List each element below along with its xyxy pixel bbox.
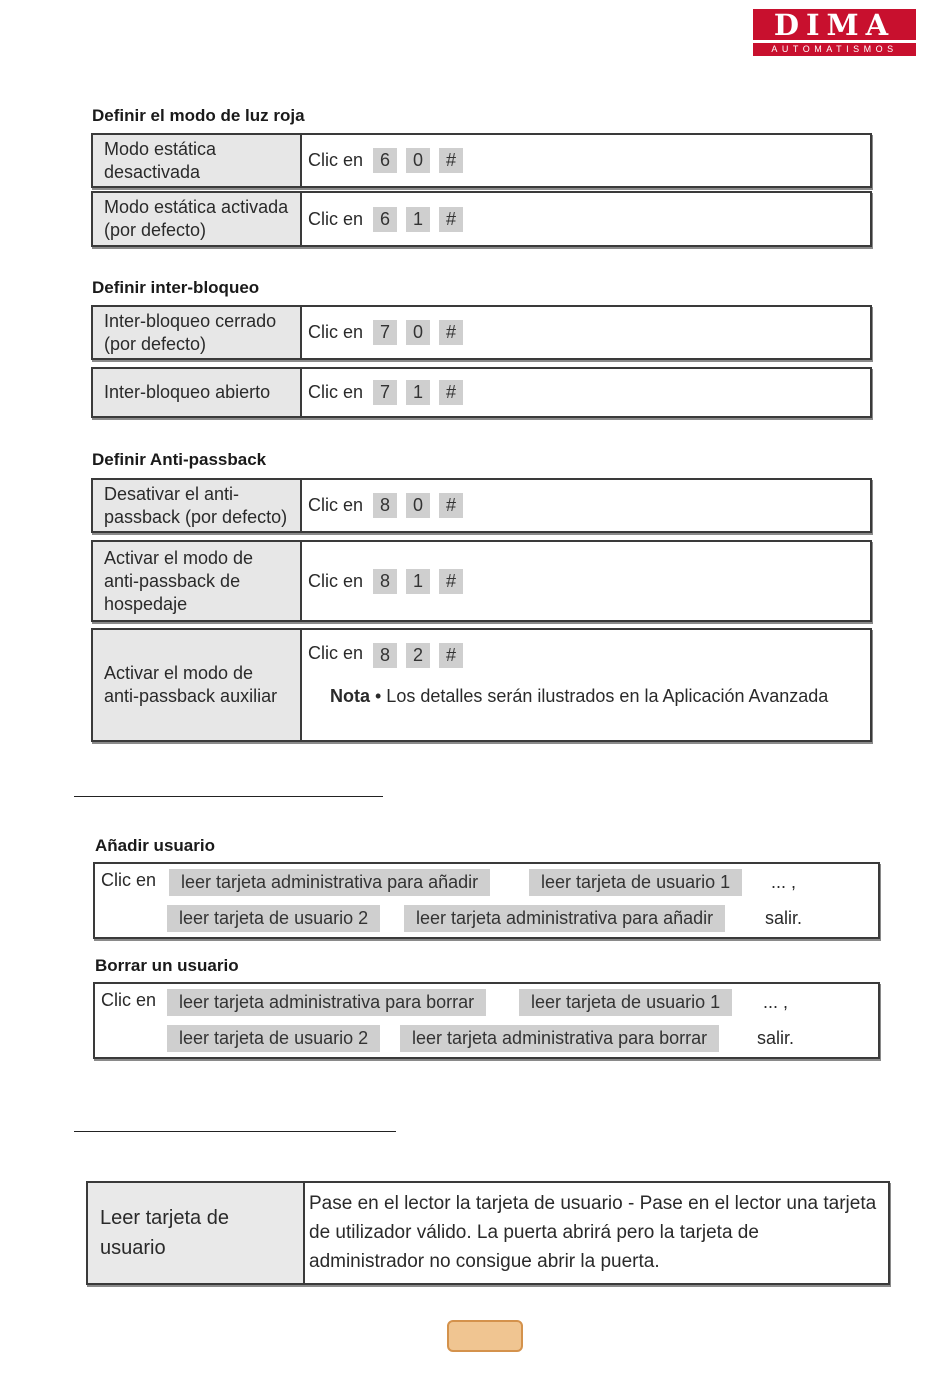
row-label: Inter-bloqueo abierto <box>93 369 302 416</box>
exit-text: salir. <box>765 908 803 928</box>
key-button: # <box>439 148 463 173</box>
row-label: Leer tarjeta de usuario <box>88 1183 305 1283</box>
logo-tagline: AUTOMATISMOS <box>753 43 916 56</box>
action-text: Clic en <box>308 643 364 663</box>
page-number-tab <box>447 1320 523 1352</box>
action-text: Clic en <box>101 870 157 890</box>
step-pill: leer tarjeta administrativa para añadir <box>404 905 725 932</box>
row-action <box>308 135 870 186</box>
logo-brand: DIMA <box>753 9 916 40</box>
row-action <box>308 480 870 531</box>
row-label: Inter-bloqueo cerrado (por defecto) <box>93 307 302 358</box>
key-button: # <box>439 569 463 594</box>
action-text: Clic en <box>308 570 364 591</box>
key-button: # <box>439 320 463 345</box>
key-button: 8 <box>373 569 397 594</box>
key-button: 0 <box>406 320 430 345</box>
row-action <box>308 630 870 740</box>
key-button: 7 <box>373 320 397 345</box>
table-row <box>91 305 872 360</box>
note-body: • Los detalles serán ilustrados en la Aplicación Avanzada <box>370 686 829 706</box>
step-pill: leer tarjeta de usuario 2 <box>167 1025 380 1052</box>
key-button: 7 <box>373 380 397 405</box>
step-pill: leer tarjeta administrativa para borrar <box>400 1025 719 1052</box>
key-button: 1 <box>406 380 430 405</box>
action-text: Clic en <box>308 322 364 342</box>
row-label: Modo estática desactivada <box>93 135 302 186</box>
table-row <box>91 540 872 622</box>
heading-add-user: Añadir usuario <box>95 836 215 855</box>
heading-interlock: Definir inter-bloqueo <box>92 278 260 297</box>
row-action <box>308 193 870 245</box>
key-button: 1 <box>406 207 430 232</box>
key-button: 0 <box>406 493 430 518</box>
note-text <box>330 686 828 707</box>
section-divider <box>74 1131 396 1132</box>
dima-logo <box>753 9 916 57</box>
step-pill: leer tarjeta de usuario 2 <box>167 905 380 932</box>
action-text: Clic en <box>101 990 157 1010</box>
row-action <box>308 307 870 358</box>
action-text: Clic en <box>308 208 364 229</box>
key-button: # <box>439 643 463 668</box>
key-button: 0 <box>406 148 430 173</box>
note-label: Nota <box>330 686 370 706</box>
exit-text: salir. <box>757 1028 795 1048</box>
action-text: Clic en <box>308 495 364 515</box>
row-label: Activar el modo de anti-passback de hospedaje <box>93 542 302 620</box>
action-text: Clic en <box>308 150 364 170</box>
key-button: 1 <box>406 569 430 594</box>
key-button: 2 <box>406 643 430 668</box>
step-pill: leer tarjeta de usuario 1 <box>519 989 732 1016</box>
ellipsis-text: ... , <box>771 872 797 892</box>
key-button: # <box>439 207 463 232</box>
table-row <box>91 191 872 247</box>
row-action <box>308 542 870 620</box>
row-label: Modo estática activada (por defecto) <box>93 193 302 245</box>
step-pill: leer tarjeta administrativa para borrar <box>167 989 486 1016</box>
table-row <box>91 478 872 533</box>
row-label: Activar el modo de anti-passback auxiliar <box>93 630 302 740</box>
key-button: 8 <box>373 643 397 668</box>
table-row <box>91 628 872 742</box>
action-text: Clic en <box>308 382 364 402</box>
table-row <box>91 133 872 188</box>
key-button: 6 <box>373 207 397 232</box>
heading-delete-user: Borrar un usuario <box>95 956 239 975</box>
step-pill: leer tarjeta de usuario 1 <box>529 869 742 896</box>
heading-antipassback: Definir Anti-passback <box>92 450 267 469</box>
step-pill: leer tarjeta administrativa para añadir <box>169 869 490 896</box>
ellipsis-text: ... , <box>763 992 789 1012</box>
key-button: # <box>439 493 463 518</box>
key-button: 8 <box>373 493 397 518</box>
heading-red-light: Definir el modo de luz roja <box>92 106 305 125</box>
row-action <box>308 369 870 416</box>
delete-user-box <box>93 982 880 1059</box>
read-card-row <box>86 1181 890 1285</box>
row-label: Desativar el anti-passback (por defecto) <box>93 480 302 531</box>
key-button: # <box>439 380 463 405</box>
table-row <box>91 367 872 418</box>
section-divider <box>74 796 383 797</box>
row-description: Pase en el lector la tarjeta de usuario - Pase en el lector una tarjeta de utilizador válido. La puerta abrirá pero la tarjeta de administrador no consigue abrir la puerta. <box>309 1193 877 1272</box>
add-user-box <box>93 862 880 939</box>
key-button: 6 <box>373 148 397 173</box>
